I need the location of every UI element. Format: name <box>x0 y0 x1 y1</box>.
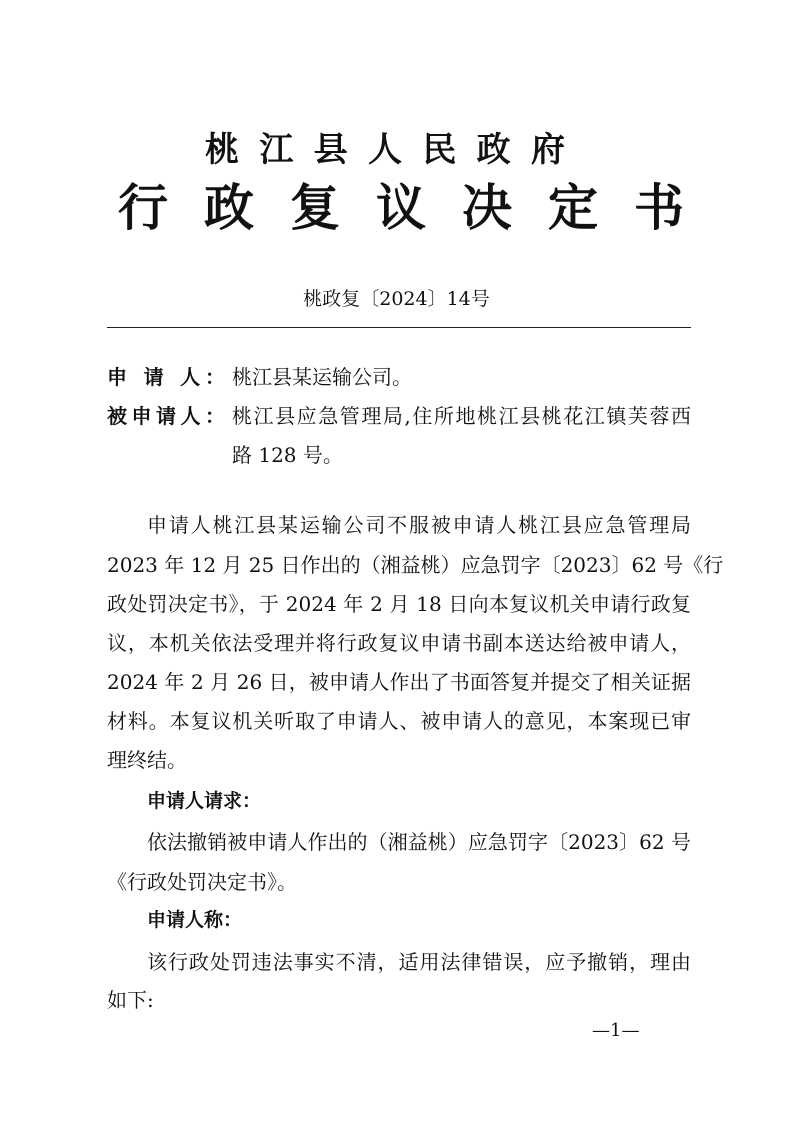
respondent-value-line: 桃江县应急管理局,住所地桃江县桃花江镇芙蓉西 <box>232 404 691 428</box>
claim-line: 如下: <box>107 988 154 1012</box>
document-number: 桃政复〔2024〕14号 <box>303 288 490 310</box>
header-divider <box>107 327 691 328</box>
intro-line: 材料。本复议机关听取了申请人、被申请人的意见，本案现已审 <box>107 709 691 733</box>
intro-line: 政处罚决定书》，于 2024 年 2 月 18 日向本复议机关申请行政复 <box>107 592 691 616</box>
applicant-value: 桃江县某运输公司。 <box>232 365 412 389</box>
respondent-value-line: 路 128 号。 <box>232 443 343 467</box>
intro-line: 申请人桃江县某运输公司不服被申请人桃江县应急管理局 <box>147 513 691 537</box>
request-line: 《行政处罚决定书》。 <box>107 870 297 894</box>
claim-heading: 申请人称： <box>147 909 243 931</box>
intro-line: 理终结。 <box>107 748 187 772</box>
applicant-label: 申 请 人： <box>107 365 225 389</box>
request-heading: 申请人请求： <box>147 790 262 812</box>
intro-line: 2024 年 2 月 26 日，被申请人作出了书面答复并提交了相关证据 <box>107 670 691 694</box>
page-number: —1— <box>592 1020 640 1041</box>
respondent-label: 被申请人： <box>107 404 225 428</box>
issuer-title: 桃江县人民政府 <box>205 130 565 170</box>
document-type-title: 行政复议决定书 <box>118 179 684 237</box>
claim-line: 该行政处罚违法事实不清，适用法律错误，应予撤销，理由 <box>147 950 691 974</box>
intro-line: 议，本机关依法受理并将行政复议申请书副本送达给被申请人， <box>107 631 691 655</box>
intro-line: 2023 年 12 月 25 日作出的（湘益桃）应急罚字〔2023〕62 号《行 <box>107 553 724 577</box>
request-line: 依法撤销被申请人作出的（湘益桃）应急罚字〔2023〕62 号 <box>147 830 691 854</box>
